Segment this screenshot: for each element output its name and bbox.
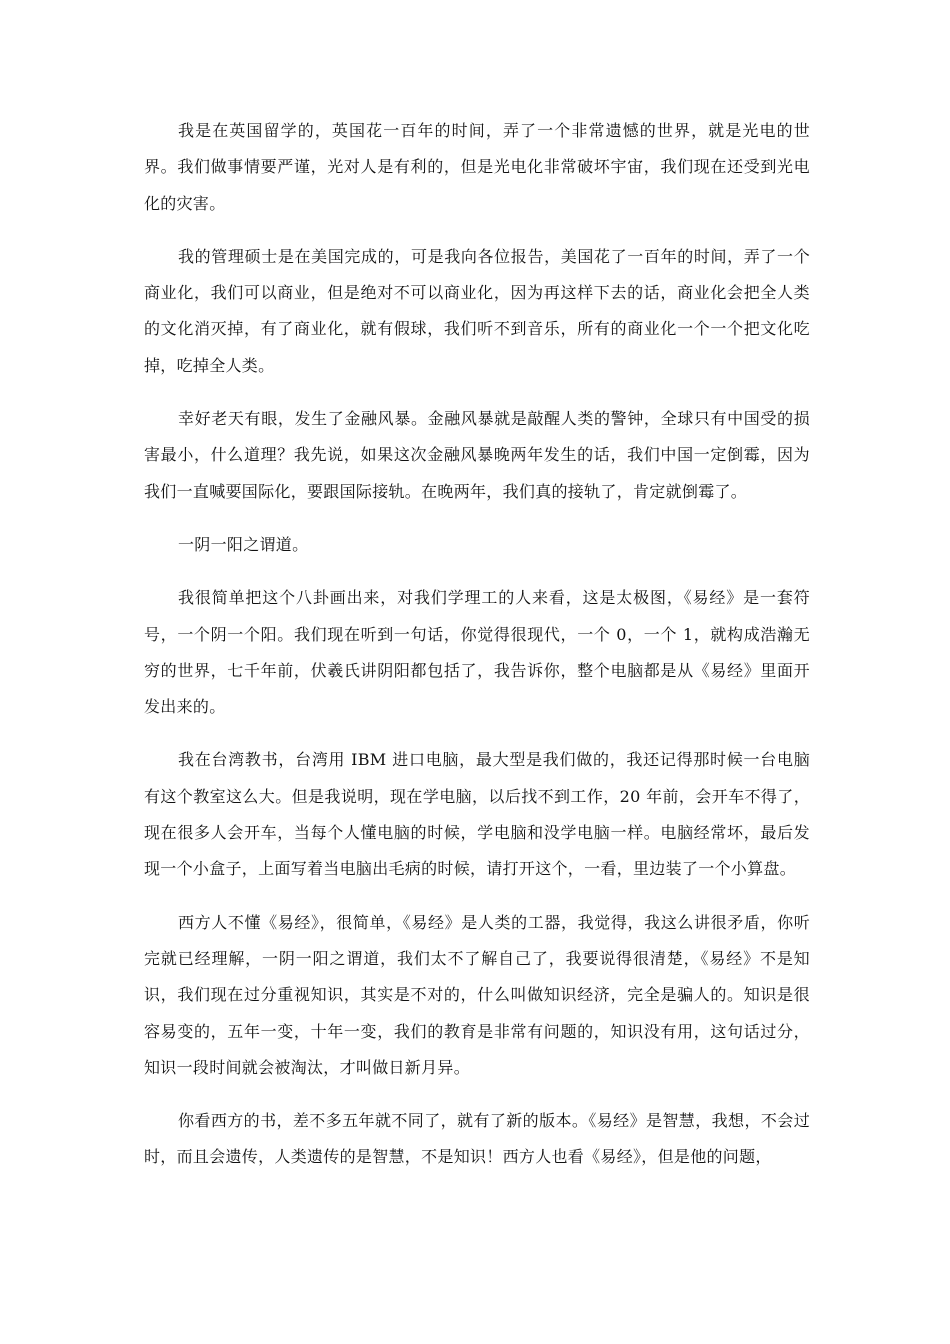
paragraph: 你看西方的书，差不多五年就不同了，就有了新的版本。《易经》是智慧，我想，不会过时，而且会遗传，人类遗传的是智慧，不是知识！西方人也看《易经》，但是他的问题， <box>144 1111 810 1167</box>
paragraph: 我很简单把这个八卦画出来，对我们学理工的人来看，这是太极图，《易经》是一套符号，一个阴一个阳。我们现在听到一句话，你觉得很现代，一个 0，一个 1，就构成浩瀚无穷的世界，七千年前，伏羲氏讲阴阳都包括了，我告诉你，整个电脑都是从《易经》里面开发出来的。 <box>144 588 810 717</box>
paragraph: 我的管理硕士是在美国完成的，可是我向各位报告，美国花了一百年的时间，弄了一个商业化，我们可以商业，但是绝对不可以商业化，因为再这样下去的话，商业化会把全人类的文化消灭掉，有了商业化，就有假球，我们听不到音乐，所有的商业化一个一个把文化吃掉，吃掉全人类。 <box>144 246 810 375</box>
paragraph: 一阴一阳之谓道。 <box>178 534 309 554</box>
paragraph: 我是在英国留学的，英国花一百年的时间，弄了一个非常遗憾的世界，就是光电的世界。我们做事情要严谨，光对人是有利的，但是光电化非常破坏宇宙，我们现在还受到光电化的灾害。 <box>144 121 810 213</box>
paragraph: 西方人不懂《易经》，很简单，《易经》是人类的工器，我觉得，我这么讲很矛盾，你听完就已经理解，一阴一阳之谓道，我们太不了解自己了，我要说得很清楚，《易经》不是知识，我们现在过分重视知识，其实是不对的，什么叫做知识经济，完全是骗人的。知识是很容易变的，五年一变，十年一变，我们的教育是非常有问题的，知识没有用，这句话过分，知识一段时间就会被淘汰，才叫做日新月异。 <box>144 912 810 1077</box>
paragraph: 我在台湾教书，台湾用 IBM 进口电脑，最大型是我们做的，我还记得那时候一台电脑有这个教室这么大。但是我说明，现在学电脑，以后找不到工作，20 年前，会开车不得了，现在很多人会开车，当每个人懂电脑的时候，学电脑和没学电脑一样。电脑经常坏，最后发现一个小盒子，上面写着当电脑出毛病的时候，请打开这个，一看，里边装了一个小算盘。 <box>144 750 810 879</box>
paragraph: 幸好老天有眼，发生了金融风暴。金融风暴就是敲醒人类的警钟，全球只有中国受的损害最小，什么道理？我先说，如果这次金融风暴晚两年发生的话，我们中国一定倒霉，因为我们一直喊要国际化，要跟国际接轨。在晚两年，我们真的接轨了，肯定就倒霉了。 <box>144 409 810 501</box>
document-body <box>144 113 810 1193</box>
